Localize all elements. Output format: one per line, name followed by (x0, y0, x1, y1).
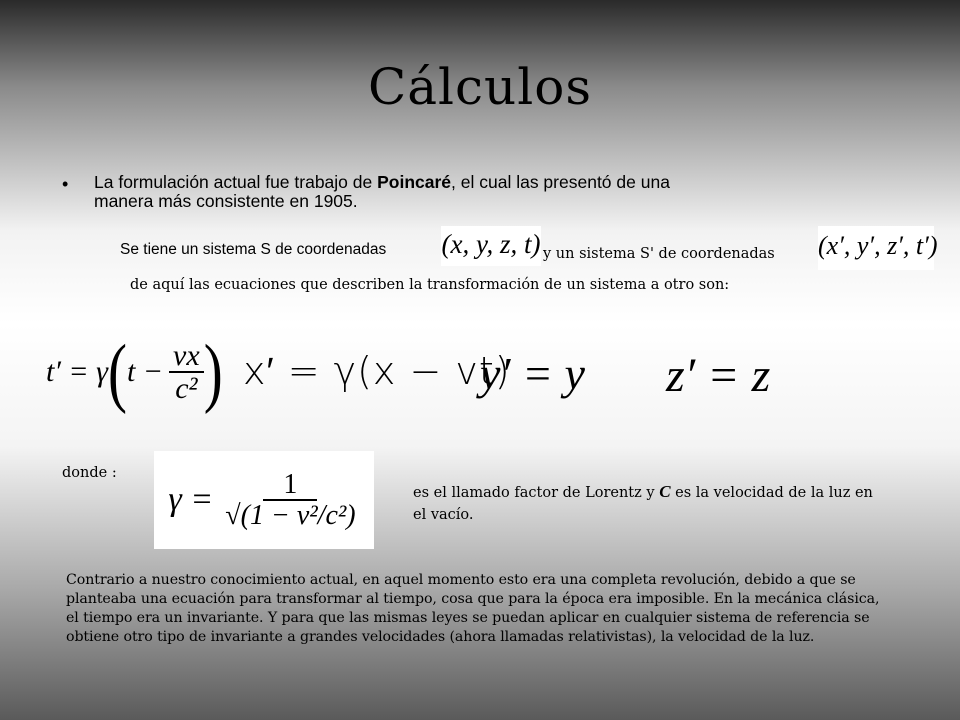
bullet-marker: • (62, 174, 69, 194)
gamma-formula (154, 451, 374, 549)
bullet-text (94, 173, 674, 211)
vx-over-c2 (169, 340, 204, 405)
gamma-fraction (221, 470, 359, 531)
y-prime-equation: y′ = y (480, 348, 585, 399)
lorentz-description (413, 481, 883, 526)
system-s-text: Se tiene un sistema S de coordenadas (120, 241, 387, 258)
system-s-prime-text: y un sistema S' de coordenadas (543, 246, 775, 262)
equations-intro: de aquí las ecuaciones que describen la transformación de un sistema a otro son: (130, 277, 730, 293)
coords-s-prime-formula: (x′, y′, z′, t′) (818, 226, 934, 270)
explanation-paragraph: Contrario a nuestro conocimiento actual, en aquel momento esto era una completa revolución, debido a que se planteaba una ecuación para transformar al tiempo, cosa que para la época era imposible. En la mecánica clásica, el tiempo era un invariante. Y para que las mismas leyes se puedan aplicar en cualquier sistema de referencia se obtiene otro tipo de invariante a grandes velocidades (ahora llamadas relativistas), la velocidad de la luz. (66, 572, 880, 645)
slide-title: Cálculos (367, 58, 592, 116)
gamma-numerator: 1 (263, 470, 317, 501)
x-prime-equation: x′ = γ(x − vt) (243, 348, 511, 393)
bullet-text-before: La formulación actual fue trabajo de (94, 172, 378, 192)
lorentz-text-after: es la velocidad de la luz en el vacío. (413, 485, 873, 523)
left-paren: ( (107, 329, 127, 415)
right-paren: ) (203, 329, 223, 415)
poincare-name: Poincaré (377, 172, 452, 192)
c2-denominator: c² (175, 372, 198, 405)
t-prime-t: t − (126, 355, 164, 388)
z-prime-equation: z′ = z (666, 349, 771, 402)
gamma-lhs: γ = (168, 481, 214, 518)
gamma-denominator: √(1 − v²/c²) (225, 500, 356, 531)
t-prime-lhs: t′ = γ (46, 355, 108, 388)
donde-label: donde : (62, 465, 117, 481)
bullet-text-after: , el cual las presentó de una manera más consistente en 1905. (94, 172, 670, 211)
lorentz-text-before: es el llamado factor de Lorentz y (413, 485, 660, 501)
coords-s-formula: (x, y, z, t) (441, 226, 541, 266)
speed-of-light-symbol: C (659, 482, 671, 501)
vx-numerator: vx (169, 340, 204, 374)
t-prime-equation (46, 322, 223, 422)
